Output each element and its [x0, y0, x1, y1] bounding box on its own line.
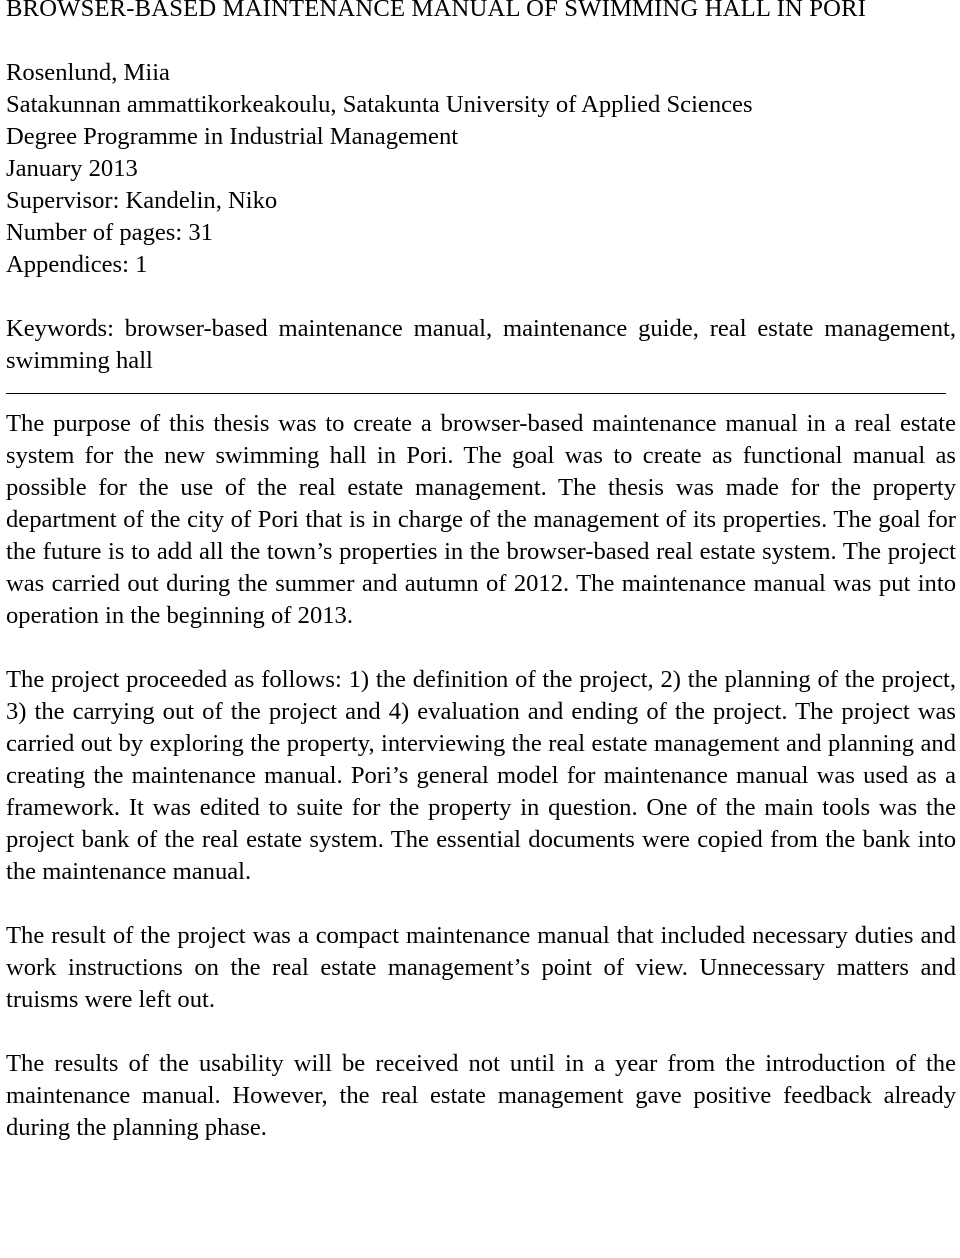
author-line: Rosenlund, Miia — [6, 59, 170, 86]
thesis-metadata — [6, 57, 956, 281]
supervisor-line: Supervisor: Kandelin, Niko — [6, 187, 278, 214]
degree-programme-line: Degree Programme in Industrial Management — [6, 123, 459, 150]
appendices-line: Appendices: 1 — [6, 251, 148, 278]
separator-line — [6, 393, 946, 394]
thesis-title: BROWSER-BASED MAINTENANCE MANUAL OF SWIMMING HALL IN PORI — [6, 0, 867, 22]
abstract-paragraph-usability: The results of the usability will be received not until in a year from the introduction of the maintenance manual. However, the real estate management gave positive feedback already during the planning phase. — [6, 1050, 956, 1141]
abstract-page — [6, 0, 956, 1144]
institution-line: Satakunnan ammattikorkeakoulu, Satakunta University of Applied Sciences — [6, 91, 753, 118]
abstract-paragraph-process: The project proceeded as follows: 1) the definition of the project, 2) the planning of the project, 3) the carrying out of the project and 4) evaluation and ending of the project. The project was carried out by exploring the property, interviewing the real estate management and planning and creating the maintenance manual. Pori’s general model for maintenance manual was used as a framework. It was edited to suite for the property in question. One of the main tools was the project bank of the real estate system. The essential documents were copied from the bank into the maintenance manual. — [6, 666, 956, 885]
date-line: January 2013 — [6, 155, 138, 182]
keywords-line: Keywords: browser-based maintenance manual, maintenance guide, real estate management, swimming hall — [6, 315, 956, 374]
abstract-paragraph-purpose: The purpose of this thesis was to create a browser-based maintenance manual in a real estate system for the new swimming hall in Pori. The goal was to create as functional manual as possible for the use of the real estate management. The thesis was made for the property department of the city of Pori that is in charge of the management of its properties. The goal for the future is to add all the town’s properties in the browser-based real estate system. The project was carried out during the summer and autumn of 2012. The maintenance manual was put into operation in the beginning of 2013. — [6, 410, 956, 629]
abstract-paragraph-result: The result of the project was a compact maintenance manual that included necessary duties and work instructions on the real estate management’s point of view. Unnecessary matters and truisms were left out. — [6, 922, 956, 1013]
page-count-line: Number of pages: 31 — [6, 219, 213, 246]
